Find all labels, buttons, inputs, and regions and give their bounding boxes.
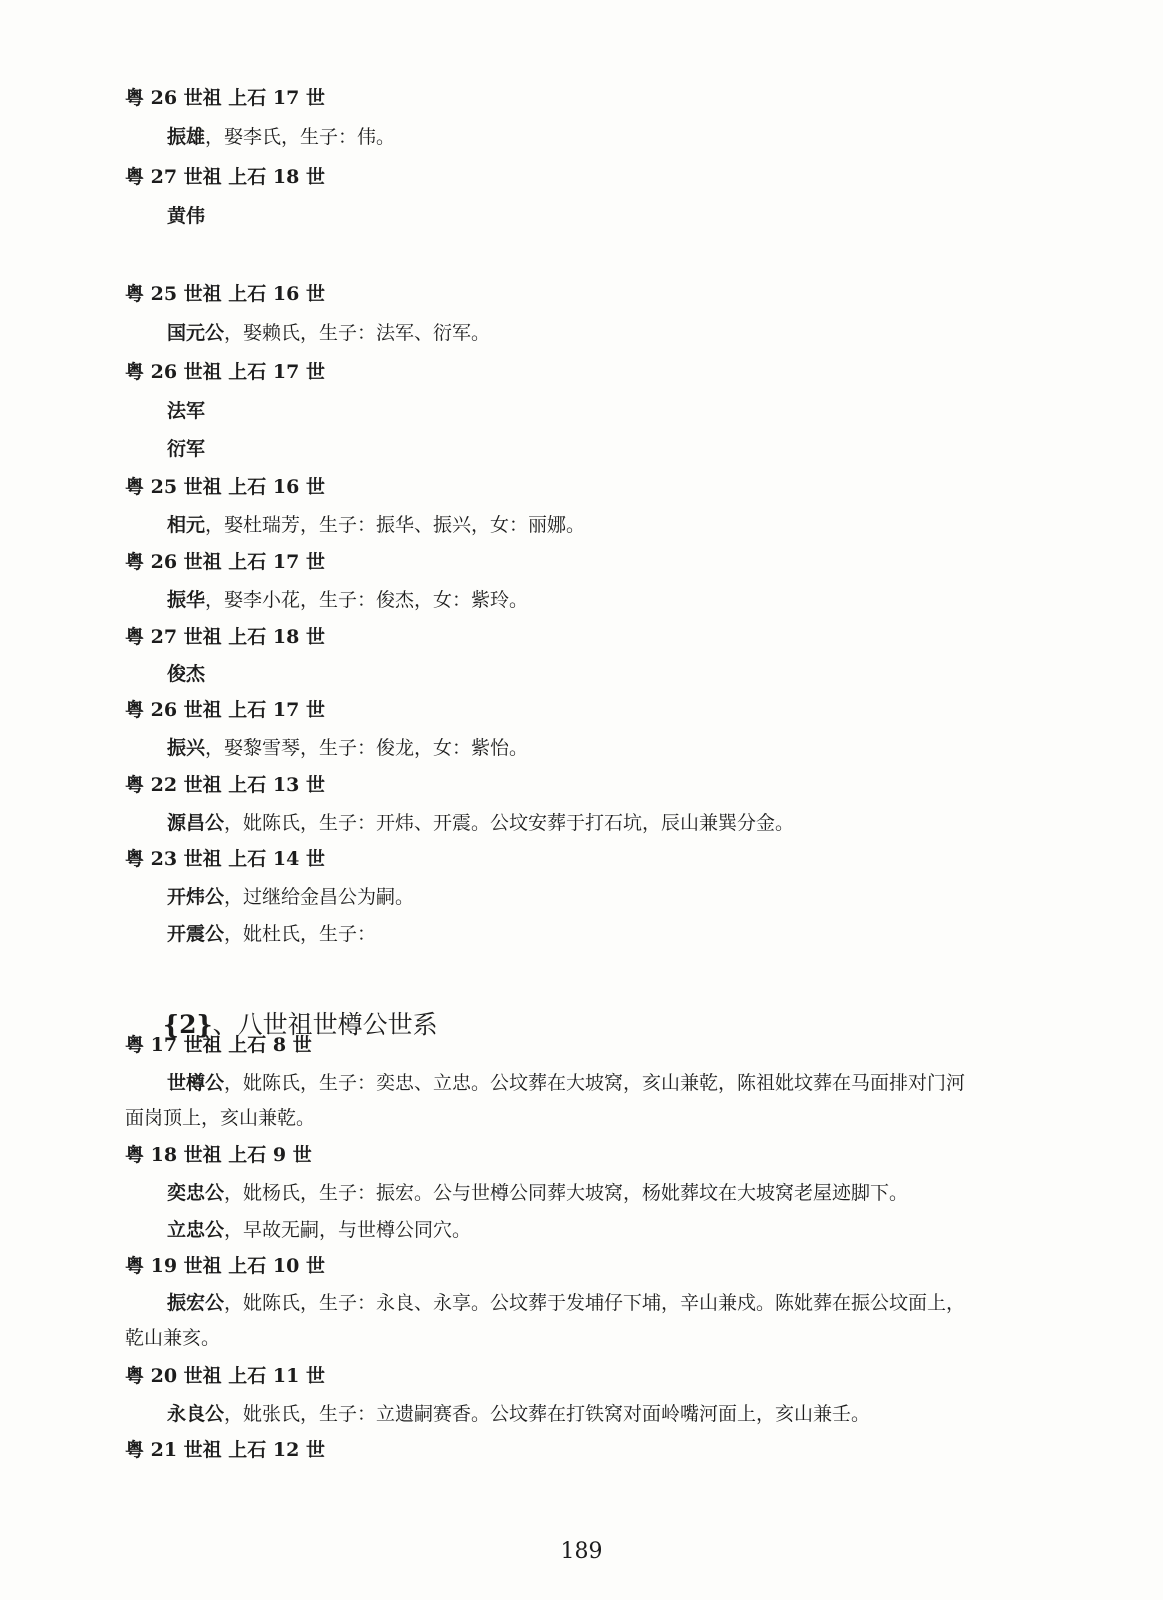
generation-heading: 粤 27 世祖 上石 18 世 <box>125 626 325 648</box>
section-title: 、八世祖世樽公世系 <box>212 1010 438 1039</box>
entry-text: ，娶黎雪琴，生子：俊龙，女：紫怡。 <box>205 737 529 759</box>
genealogy-entry <box>167 660 205 688</box>
entry-name: 源昌公 <box>167 812 225 834</box>
entry-text: ，妣杜氏，生子： <box>224 923 377 945</box>
section-number: {2} <box>163 1010 213 1039</box>
generation-heading: 粤 26 世祖 上石 17 世 <box>125 699 325 721</box>
generation-heading: 粤 19 世祖 上石 10 世 <box>125 1255 325 1277</box>
entry-name: 振兴 <box>167 737 206 759</box>
entry-name: 永良公 <box>167 1403 225 1425</box>
generation-heading: 粤 22 世祖 上石 13 世 <box>125 774 325 796</box>
generation-heading: 粤 25 世祖 上石 16 世 <box>125 283 325 305</box>
generation-heading: 粤 27 世祖 上石 18 世 <box>125 166 325 188</box>
genealogy-entry <box>167 1179 908 1207</box>
generation-heading: 粤 23 世祖 上石 14 世 <box>125 848 325 870</box>
genealogy-entry <box>167 1289 965 1317</box>
entry-name: 开炜公 <box>167 886 225 908</box>
genealogy-entry <box>167 1400 870 1428</box>
genealogy-entry <box>167 734 528 762</box>
genealogy-entry <box>167 920 376 948</box>
entry-name: 奕忠公 <box>167 1182 225 1204</box>
entry-text: ，娶李小花，生子：俊杰，女：紫玲。 <box>205 589 529 611</box>
entry-name: 开震公 <box>167 923 225 945</box>
entry-name: 俊杰 <box>167 663 206 685</box>
generation-heading: 粤 21 世祖 上石 12 世 <box>125 1439 325 1461</box>
entry-text: ，妣陈氏，生子：奕忠、立忠。公坟葬在大坡窝，亥山兼乾，陈祖妣坟葬在马面排对门河 <box>224 1072 966 1094</box>
entry-name: 相元 <box>167 514 206 536</box>
entry-text: ，妣陈氏，生子：开炜、开震。公坟安葬于打石坑，辰山兼巽分金。 <box>224 812 795 834</box>
entry-text: ，过继给金昌公为嗣。 <box>224 886 415 908</box>
entry-name: 国元公 <box>167 322 225 344</box>
generation-heading: 粤 17 世祖 上石 8 世 <box>125 1034 312 1056</box>
entry-text: ，妣杨氏，生子：振宏。公与世樽公同葬大坡窝，杨妣葬坟在大坡窝老屋迹脚下。 <box>224 1182 909 1204</box>
genealogy-entry <box>167 202 205 230</box>
entry-name: 振华 <box>167 589 206 611</box>
entry-name: 振宏公 <box>167 1292 225 1314</box>
entry-name: 法军 <box>167 400 206 422</box>
genealogy-entry <box>167 123 395 151</box>
genealogy-entry <box>167 883 414 911</box>
genealogy-entry <box>167 809 794 837</box>
generation-heading: 粤 26 世祖 上石 17 世 <box>125 87 325 109</box>
genealogy-entry <box>167 1069 965 1097</box>
generation-heading: 粤 26 世祖 上石 17 世 <box>125 551 325 573</box>
genealogy-entry <box>167 319 490 347</box>
entry-text: ，娶李氏，生子：伟。 <box>205 126 396 148</box>
entry-text: ，娶杜瑞芳，生子：振华、振兴，女：丽娜。 <box>205 514 586 536</box>
entry-name: 衍军 <box>167 438 206 460</box>
generation-heading: 粤 25 世祖 上石 16 世 <box>125 476 325 498</box>
generation-heading: 粤 20 世祖 上石 11 世 <box>125 1365 325 1387</box>
entry-name: 黄伟 <box>167 205 206 227</box>
genealogy-entry <box>167 435 205 463</box>
entry-text: ，早故无嗣，与世樽公同穴。 <box>224 1219 472 1241</box>
entry-name: 世樽公 <box>167 1072 225 1094</box>
generation-heading: 粤 26 世祖 上石 17 世 <box>125 361 325 383</box>
genealogy-entry <box>167 397 205 425</box>
entry-text: ，妣张氏，生子：立遗嗣赛香。公坟葬在打铁窝对面岭嘴河面上，亥山兼壬。 <box>224 1403 871 1425</box>
generation-heading: 粤 18 世祖 上石 9 世 <box>125 1144 312 1166</box>
genealogy-entry <box>167 1216 471 1244</box>
entry-text: ，娶赖氏，生子：法军、衍军。 <box>224 322 491 344</box>
entry-continuation: 面岗顶上，亥山兼乾。 <box>125 1107 316 1129</box>
page-number: 189 <box>560 1539 603 1564</box>
entry-name: 立忠公 <box>167 1219 225 1241</box>
entry-text: ，妣陈氏，生子：永良、永享。公坟葬于发埔仔下埔，辛山兼戍。陈妣葬在振公坟面上， <box>224 1292 966 1314</box>
genealogy-entry <box>167 511 585 539</box>
entry-continuation: 乾山兼亥。 <box>125 1327 221 1349</box>
entry-name: 振雄 <box>167 126 206 148</box>
genealogy-entry <box>167 586 528 614</box>
